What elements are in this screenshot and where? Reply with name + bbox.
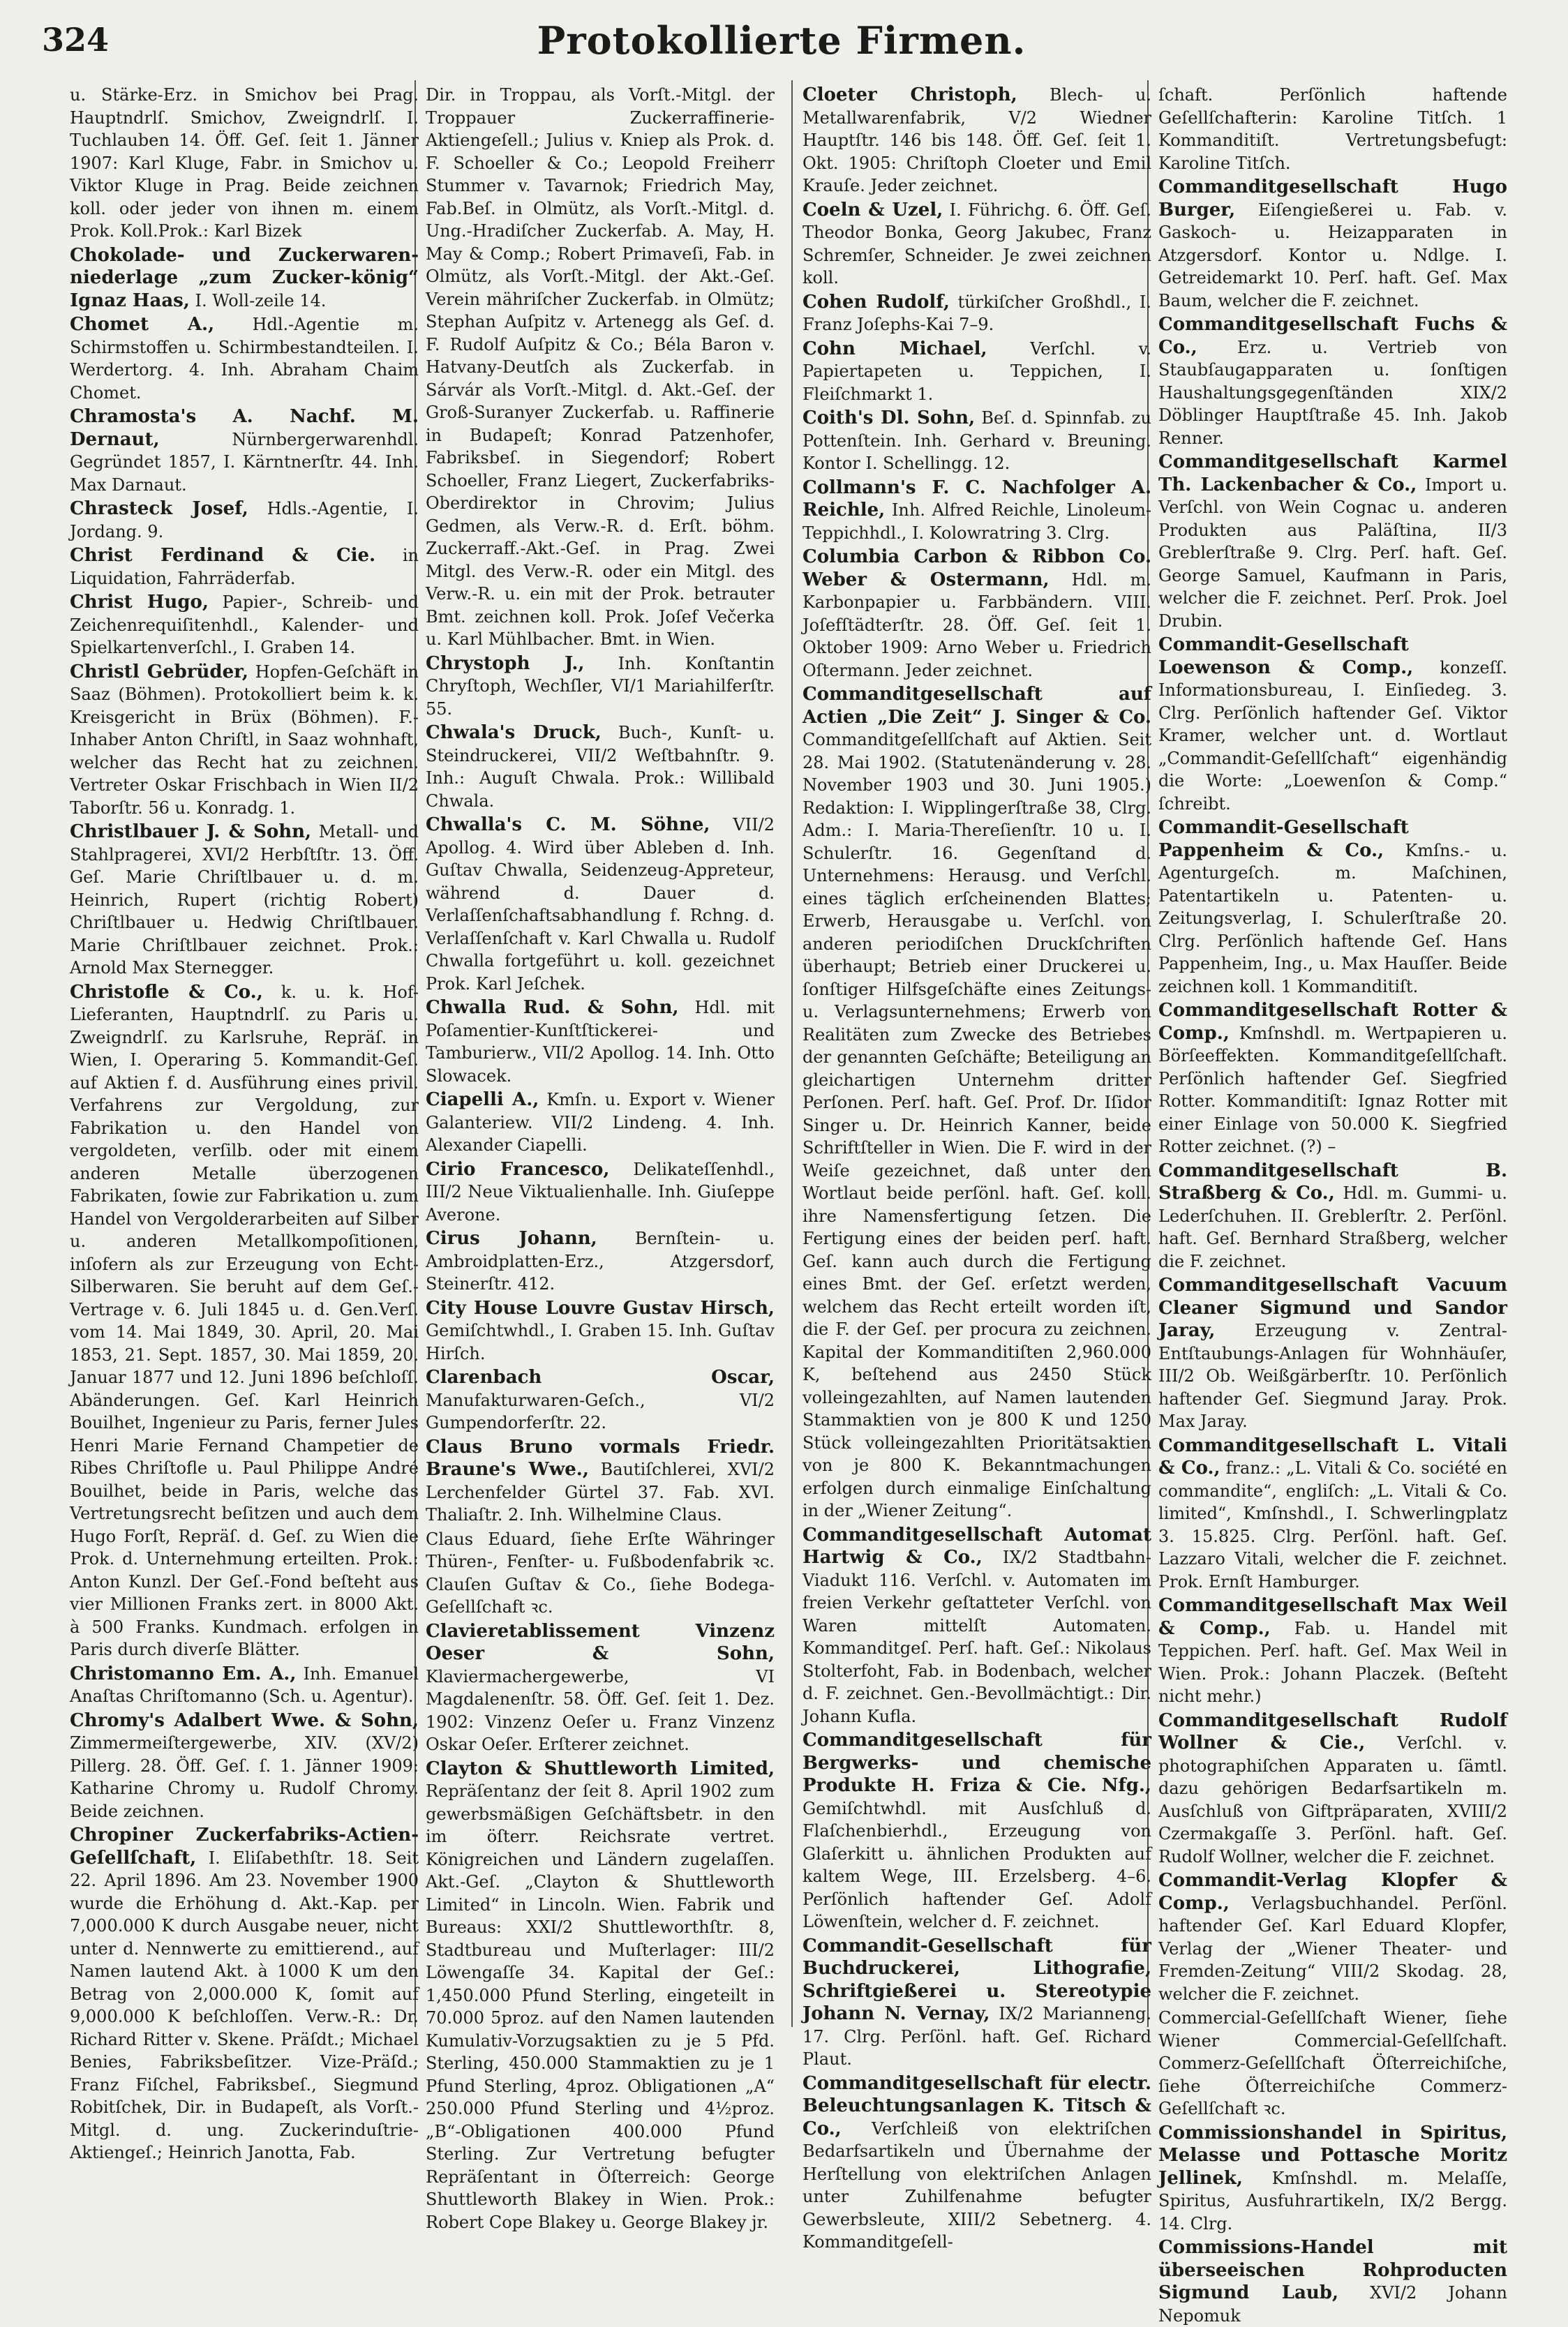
directory-entry xyxy=(426,1758,775,2234)
entry-text: konzeſſ. Informationsbureau, I. Einſiedeg. 3. Clrg. Perſönlich haftender Geſ. Viktor Kramer, welcher unt. d. Wortlaut „Commandit-Geſellſchaft“ eigenhändig die Worte: „Loewenſon & Comp.“ ſchreibt. xyxy=(1158,657,1507,814)
firm-name: Chokolade- und Zuckerwaren-niederlage „zum Zucker-könig“ Ignaz Haas, xyxy=(70,244,419,311)
entry-text: ſchaft. Perſönlich haftende Geſellſchafterin: Karoline Titſch. 1 Kommanditiſt. Vertretungsbefugt: Karoline Titſch. xyxy=(1158,85,1507,173)
entry-text: Hdls.-Agentie, I. Jordang. 9. xyxy=(70,499,419,541)
entry-text: Papier-, Schreib- und Zeichenrequiſitenhdl., Kalender- und Spielkartenverſchl., I. Graben 14. xyxy=(70,592,419,657)
entry-text: Verſchleiß von elektriſchen Bedarfsartikeln und Übernahme der Herſtellung von elektriſchen Anlagen unter Zuhilfenahme befugter Gewerbsleute, XIII/2 Sebetnerg. 4. Kommanditgeſell- xyxy=(802,2118,1151,2252)
directory-entry xyxy=(70,591,419,659)
entry-text: Kmſnshdl. m. Melaſſe, Spiritus, Ausfuhrartikeln, IX/2 Bergg. 14. Clrg. xyxy=(1158,2168,1507,2234)
directory-entry xyxy=(70,405,419,496)
directory-entry xyxy=(1158,634,1507,815)
firm-name: Commanditgesellschaft Automat Hartwig & Co., xyxy=(802,1524,1151,1568)
firm-name: City House Louvre Gustav Hirsch, xyxy=(426,1297,775,1319)
firm-name: Commanditgesellschaft Rudolf Wollner & Cie., xyxy=(1158,1709,1507,1753)
entry-text: in Liquidation, Fahrräderfab. xyxy=(70,546,419,588)
entry-text: Hdl.-Agentie m. Schirmstoffen u. Schirmbestandteilen. I. Werdertorg. 4. Inh. Abraham Chaim Chomet. xyxy=(70,315,419,403)
directory-entry xyxy=(1158,1869,1507,2005)
entry-text: Metall- und Stahlpragerei, XVI/2 Herbſtſtr. 13. Öff. Geſ. Marie Chriſtlbauer u. d. m. Heinrich, Rupert (richtig Robert) Chriſtlbauer u. Hedwig Chriſtlbauer. Marie Chriſtlbauer zeichnet. Prok.: Arnold Max Sternegger. xyxy=(70,822,419,978)
firm-name: Commanditgesellschaft Hugo Burger, xyxy=(1158,177,1507,220)
firm-name: Chrasteck Josef, xyxy=(70,498,248,519)
entry-text: Import u. Verſchl. von Wein Cognac u. anderen Produkten aus Paläſtina, II/3 Greblerſtraße 9. Clrg. Perſ. haft. Geſ. George Samuel, Kaufmann in Paris, welcher die F. zeichnet. Perſ. Prok. Joel Drubin. xyxy=(1158,474,1507,631)
firm-name: Commanditgesellschaft Vacuum Cleaner Sigmund und Sandor Jaray, xyxy=(1158,1275,1507,1341)
entry-text: Claus Eduard, ſiehe Erſte Währinger Thüren-, Fenſter- u. Fußbodenfabrik ꝛc. Clauſen Guſtav & Co., ſiehe Bodega-Geſellſchaft ꝛc. xyxy=(426,1529,775,1617)
firm-name: Commandit-Gesellschaft Pappenheim & Co., xyxy=(1158,817,1409,861)
firm-name: Coeln & Uzel, xyxy=(802,199,943,220)
firm-name: Collmann's F. C. Nachfolger A. Reichle, xyxy=(802,477,1151,521)
entry-text: Inh. Alfred Reichle, Linoleum-Teppichhdl., I. Kolowratring 3. Clrg. xyxy=(802,500,1151,543)
directory-entry xyxy=(70,244,419,313)
firm-name: Coith's Dl. Sohn, xyxy=(802,407,976,428)
entry-text: Kmſnshdl. m. Wertpapieren u. Börſeeffekten. Kommanditgeſellſchaft. Perſönlich haftender Geſ. Siegfried Rotter. Kommanditiſt: Ignaz Rotter mit einer Einlage von 50.000 K. Siegfried Rotter zeichnet. (?) – xyxy=(1158,1023,1507,1156)
entry-text: Bautiſchlerei, XVI/2 Lerchenfelder Gürtel 37. Fab. XVI. Thaliaſtr. 2. Inh. Wilhelmine Claus. xyxy=(426,1460,775,1525)
entry-text: Zimmermeiſtergewerbe, XIV. (XV/2) Pillerg. 28. Öff. Geſ. ſ. 1. Jänner 1909: Katharine Chromy u. Rudolf Chromy. Beide zeichnen. xyxy=(70,1733,419,1821)
directory-entry xyxy=(426,1158,775,1227)
directory-entry xyxy=(426,1297,775,1365)
directory-entry xyxy=(802,84,1151,197)
entry-text: Hopfen-Geſchäft in Saaz (Böhmen). Protokolliert beim k. k. Kreisgericht in Brüx (Böhmen). F.-Inhaber Anton Chriſtl, in Saaz wohnhaft, welcher das Recht hat zu zeichnen. Vertreter Oskar Frischbach in Wien II/2 Taborſtr. 56 u. Konradg. 1. xyxy=(70,661,419,818)
directory-entry xyxy=(802,199,1151,290)
directory-entry xyxy=(70,497,419,543)
directory-entry xyxy=(802,1524,1151,1728)
entry-text: Erz. u. Vertrieb von Staubſaugapparaten u. ſonſtigen Haushaltungsgegenſtänden XIX/2 Döblinger Hauptſtraße 45. Inh. Jakob Renner. xyxy=(1158,337,1507,448)
firm-name: Christ Hugo, xyxy=(70,592,209,613)
directory-entry xyxy=(426,1088,775,1157)
directory-entry xyxy=(802,291,1151,336)
directory-entry xyxy=(426,84,775,651)
directory-entry xyxy=(426,996,775,1087)
directory-entry xyxy=(1158,816,1507,998)
directory-entry xyxy=(1158,1274,1507,1433)
page-header xyxy=(42,15,1521,71)
directory-entry xyxy=(1158,1435,1507,1594)
entry-text: Hdl. m. Karbonpapier u. Farbbändern. VIII. Joſefſtädterſtr. 28. Öff. Geſ. ſeit 1. Oktober 1909: Arno Weber u. Friedrich Oſtermann. Jeder zeichnet. xyxy=(802,569,1151,680)
firm-name: Chwalla's C. M. Söhne, xyxy=(426,814,710,835)
directory-entry xyxy=(1158,1594,1507,1708)
firm-name: Chramosta's A. Nachf. M. Dernaut, xyxy=(70,406,419,450)
firm-name: Christomanno Em. A., xyxy=(70,1663,297,1684)
page-number: 324 xyxy=(42,21,110,59)
firm-name: Chomet A., xyxy=(70,314,215,335)
entry-text: Beſ. d. Spinnfab. zu Pottenſtein. Inh. Gerhard v. Breuning. Kontor I. Schellingg. 12. xyxy=(802,408,1151,473)
directory-entry xyxy=(1158,2236,1507,2327)
directory-entry xyxy=(70,1824,419,2164)
firm-name: Chropiner Zuckerfabriks-Actien-Geſellſchaft, xyxy=(70,1825,419,1869)
entry-text: Commercial-Geſellſchaft Wiener, ſiehe Wiener Commercial-Geſellſchaft. Commerz-Geſellſchaft Öſterreichiſche, ſiehe Öſterreichiſche Commerz-Geſellſchaft ꝛc. xyxy=(1158,2008,1507,2118)
entry-text: I. Eliſabethſtr. 18. Seit 22. April 1896. Am 23. November 1900 wurde die Erhöhung d. Akt.-Kap. per 7,000.000 K durch Ausgabe neuer, nicht unter d. Nennwerte zu emittierend., auf Namen lautend Akt. à 1000 K um den Betrag von 2,000.000 K, ſomit auf 9,000.000 K beſchloſſen. Verw.-R.: Dr. Richard Ritter v. Skene. Präſdt.; Michael Benies, Fabriksbeſitzer. Vize-Präſd.; Franz Fiſchel, Fabriksbeſ., Siegmund Robitſchek, Dir. in Budapeſt, als Vorſt.-Mitgl. d. ung. Zuckerinduſtrie-Aktiengeſ.; Heinrich Janotta, Fab. xyxy=(70,1848,419,2162)
entry-text: Manufakturwaren-Geſch., VI/2 Gumpendorferſtr. 22. xyxy=(426,1390,775,1432)
firm-name: Cohn Michael, xyxy=(802,338,987,359)
directory-entry xyxy=(426,1366,775,1435)
directory-entry xyxy=(1158,999,1507,1158)
firm-name: Ciapelli A., xyxy=(426,1089,539,1110)
entry-text: VII/2 Apollog. 4. Wird über Ableben d. Inh. Guſtav Chwalla, Seidenzeug-Appreteur, während d. Dauer d. Verlaſſenſchaftsabhandlung f. Rchng. d. Verlaſſenſchaft v. Karl Chwalla u. Rudolf Chwalla fortgeführt u. koll. gezeichnet Prok. Karl Jeſchek. xyxy=(426,815,775,994)
entry-text: Blech- u. Metallwarenfabrik, V/2 Wiedner Hauptſtr. 146 bis 148. Öff. Geſ. ſeit 1. Okt. 1905: Chriſtoph Cloeter und Emil Krauſe. Jeder zeichnet. xyxy=(802,85,1151,195)
directory-entry xyxy=(1158,2122,1507,2236)
directory-entry xyxy=(426,652,775,721)
firm-name: Commanditgesellschaft für electr. Beleuchtungsanlagen K. Titsch & Co., xyxy=(802,2072,1151,2139)
entry-text: Kmſn. u. Export v. Wiener Galanteriew. VII/2 Lindeng. 4. Inh. Alexander Ciapelli. xyxy=(426,1090,775,1155)
firm-name: Christlbauer J. & Sohn, xyxy=(70,821,312,842)
entry-text: Hdl. mit Poſamentier-Kunſtſtickerei- und Tamburierw., VII/2 Apollog. 14. Inh. Otto Slowacek. xyxy=(426,998,775,1086)
entry-text: I. Woll-zeile 14. xyxy=(195,290,327,310)
firm-name: Commanditgesellschaft L. Vitali & Co., xyxy=(1158,1435,1507,1479)
column-3 xyxy=(802,84,1151,2252)
entry-text: Verſchl. v. photographiſchen Apparaten u. ſämtl. dazu gehörigen Bedarfsartikeln m. Ausſchluß von Giftpräparaten, XVIII/2 Czermakgaſſe 3. Perſönl. haft. Geſ. Rudolf Wollner, welcher die F. zeichnet. xyxy=(1158,1733,1507,1866)
directory-entry xyxy=(70,1709,419,1823)
directory-entry xyxy=(1158,1160,1507,1273)
entry-text: Kmſns.- u. Agenturgeſch. m. Maſchinen, Patentartikeln u. Patenten- u. Zeitungsverlag, I. Schulerſtraße 20. Clrg. Perſönlich haftende Geſ. Hans Pappenheim, Ing., u. Max Hauſſer. Beide zeichnen koll. 1 Kommanditiſt. xyxy=(1158,840,1507,996)
firm-name: Commandit-Gesellschaft Loewenson & Comp., xyxy=(1158,634,1414,678)
firm-name: Chwala's Druck, xyxy=(426,722,602,743)
entry-text: Dir. in Troppau, als Vorſt.-Mitgl. der Troppauer Zuckerraffinerie-Aktiengeſell.; Julius v. Kniep als Prok. d. F. Schoeller & Co.; Leopold Freiherr Stummer v. Tavarnok; Friedrich May, Fab.Beſ. in Olmütz, als Vorſt.-Mitgl. d. Ung.-Hradiſcher Zuckerfab. A. May, H. May & Comp.; Robert Primaveſi, Fab. in Olmütz, als Vorſt.-Mitgl. der Akt.-Geſ. Verein mähriſcher Zuckerfab. in Olmütz; Stephan Auſpitz v. Artenegg als Geſ. d. F. Rudolf Auſpitz & Co.; Béla Baron v. Hatvany-Deutſch als Zuckerfab. in Sárvár als Vorſt.-Mitgl. d. Akt.-Geſ. der Groß-Suranyer Zuckerfab. u. Raffinerie in Budapeſt; Konrad Patzenhofer, Fabriksbeſ. in Siegendorf; Robert Schoeller, Franz Liegert, Zuckerfabriks-Oberdirektor in Chrovim; Julius Gedmen, als Verw.-R. d. Erſt. böhm. Zuckerraff.-Akt.-Geſ. in Prag. Zwei Mitgl. des Verw.-R. oder ein Mitgl. des Verw.-R. u. ein mit der Prok. betrauter Bmt. zeichnen koll. Prok. Joſef Večerka u. Karl Mühlbacher. Bmt. in Wien. xyxy=(426,85,775,649)
firm-name: Chromy's Adalbert Wwe. & Sohn, xyxy=(70,1709,419,1731)
entry-text: Hdl. m. Gummi- u. Lederſchuhen. II. Greblerſtr. 2. Perſönl. haft. Geſ. Bernhard Straßberg, welcher die F. zeichnet. xyxy=(1158,1183,1508,1271)
column-2 xyxy=(426,84,775,2232)
firm-name: Commanditgesellschaft Max Weil & Comp., xyxy=(1158,1595,1507,1639)
column-1 xyxy=(70,84,419,2162)
directory-entry xyxy=(426,814,775,995)
directory-entry xyxy=(426,1620,775,1756)
firm-name: Clarenbach Oscar, xyxy=(426,1367,775,1388)
directory-entry xyxy=(802,477,1151,545)
firm-name: Chwalla Rud. & Sohn, xyxy=(426,997,679,1018)
entry-text: Verlagsbuchhandel. Perſönl. haftender Geſ. Karl Eduard Klopfer, Verlag der „Wiener Theater- und Fremden-Zeitung“ VIII/2 Skodag. 28, welcher die F. zeichnet. xyxy=(1158,1893,1507,2004)
entry-text: IX/2 Mariannеng. 17. Clrg. Perſönl. haft. Geſ. Richard Plaut. xyxy=(802,2004,1151,2069)
firm-name: Chrystoph J., xyxy=(426,652,585,674)
directory-entry xyxy=(70,981,419,1661)
entry-text: türkiſcher Großhdl., I. Franz Joſephs-Kai 7–9. xyxy=(802,292,1151,334)
directory-entry xyxy=(70,313,419,404)
directory-entry xyxy=(802,338,1151,406)
entry-text: Eiſengießerei u. Fab. v. Gaskoch- u. Heizapparaten in Atzgersdorf. Kontor u. Ndlge. I. Getreidemarkt 10. Perſ. haft. Geſ. Max Baum, welcher die F. zeichnet. xyxy=(1158,200,1507,310)
entry-text: Inh. Emanuel Anaſtas Chriſtomanno (Sch. u. Agentur). xyxy=(70,1663,419,1706)
directory-entry xyxy=(1158,84,1507,174)
directory-entry xyxy=(802,407,1151,475)
directory-entry xyxy=(802,1935,1151,2071)
firm-name: Commanditgesellschaft für Bergwerks- und chemische Produkte H. Friza & Cie. Nfg., xyxy=(802,1730,1151,1796)
entry-text: Inh. Konſtantin Chryſtoph, Wechſler, VI/1 Mariahilferſtr. 55. xyxy=(426,653,775,719)
entry-text: I. Führichg. 6. Öff. Geſ. Theodor Bonka, Georg Jakubec, Franz Schremſer, Schneider. Je zwei zeichnen koll. xyxy=(802,200,1151,287)
entry-text: Bernſtein- u. Ambroidplatten-Erz., Atzgersdorf, Steinerſtr. 412. xyxy=(426,1229,775,1294)
entry-text: Nürnbergerwarenhdl. Gegründet 1857, I. Kärntnerſtr. 44. Inh. Max Darnaut. xyxy=(70,429,419,495)
directory-entry xyxy=(1158,1709,1507,1869)
firm-name: Christofle & Co., xyxy=(70,981,263,1003)
firm-name: Commandit-Gesellschaft für Buchdruckerei, Lithografie, Schriftgießerei u. Stereotypie Johann N. Vernay, xyxy=(802,1935,1151,2024)
directory-entry xyxy=(1158,313,1507,449)
directory-entry xyxy=(1158,451,1507,632)
firm-name: Cloeter Christoph, xyxy=(802,84,1017,105)
directory-entry xyxy=(426,1436,775,1527)
directory-entry xyxy=(70,821,419,980)
entry-text: Erzeugung v. Zentral-Entſtaubungs-Anlagen für Wohnhäuſer, III/2 Ob. Weißgärberſtr. 10. Perſönlich haftender Geſ. Siegmund Jaray. Prok. Max Jaray. xyxy=(1158,1321,1507,1431)
entry-text: Verſchl. v. Papiertapeten u. Teppichen, I. Fleiſchmarkt 1. xyxy=(802,338,1151,404)
firm-name: Cohen Rudolf, xyxy=(802,291,950,313)
directory-entry xyxy=(802,2072,1151,2254)
entry-text: Gemiſchtwhdl., I. Graben 15. Inh. Guſtav Hirſch. xyxy=(426,1321,775,1363)
firm-name: Commissionshandel in Spiritus, Melasse und Pottasche Moritz Jellinek, xyxy=(1158,2122,1507,2189)
entry-text: Klaviermachergewerbe, VI Magdalenenſtr. 58. Öff. Geſ. ſeit 1. Dez. 1902: Vinzenz Oeſer u. Franz Vinzenz Oskar Oeſer. Erſterer zeichnet. xyxy=(426,1666,775,1754)
entry-text: Gemiſchtwhdl. mit Ausſchluß d. Flaſchenbierhdl., Erzeugung von Glaſerkitt u. ähnlichen Produkten auf kaltem Wege, III. Erzelsberg. 4–6. Perſönlich haftender Geſ. Adolf Löwenſtein, welcher d. F. zeichnet. xyxy=(802,1798,1151,1931)
entry-text: Buch-, Kunſt- u. Steindruckerei, VII/2 Weſtbahnſtr. 9. Inh.: Auguſt Chwala. Prok.: Willibald Chwala. xyxy=(426,723,775,811)
column-divider xyxy=(791,80,793,2027)
firm-name: Commanditgesellschaft Rotter & Comp., xyxy=(1158,1000,1507,1044)
column-4 xyxy=(1158,84,1508,2326)
entry-text: Repräſentanz der ſeit 8. April 1902 zum gewerbsmäßigen Geſchäftsbetr. in den im öſterr. Reichsrate vertret. Königreichen und Ländern zugelaſſen. Akt.-Geſ. „Clayton & Shuttleworth Limited“ in Lincoln. Wien. Fabrik und Bureaus: XXI/2 Shuttleworthſtr. 8, Stadtbureau und Muſterlager: III/2 Löwengaſſe 34. Kapital der Geſ.: 1,450.000 Pfund Sterling, eingeteilt in 70.000 5proz. auf den Namen lautenden Kumulativ-Vorzugsaktien zu je 5 Pfd. Sterling, 450.000 Stammaktien zu je 1 Pfund Sterling, 4proz. Obligationen „A“ 250.000 Pfund Sterling und 4½proz. „B“-Obligationen 400.000 Pfund Sterling. Zur Vertretung befugter Repräſentant in Öſterreich: George Shuttleworth Blakey in Wien. Prok.: Robert Cope Blakey u. George Blakey jr. xyxy=(426,1781,775,2232)
entry-text: u. Stärke-Erz. in Smichov bei Prag. Hauptndrlſ. Smichov, Zweigndrlſ. I. Tuchlauben 14. Öff. Geſ. ſeit 1. Jänner 1907: Karl Kluge, Fabr. in Smichov u. Viktor Kluge in Prag. Beide zeichnen koll. oder jeder von ihnen m. einem Prok. Koll.Prok.: Karl Bizek xyxy=(70,85,419,241)
directory-entry xyxy=(426,721,775,812)
firm-name: Commanditgesellschaft Karmel Th. Lackenbacher & Co., xyxy=(1158,451,1507,495)
directory-entry xyxy=(70,661,419,820)
firm-name: Christ Ferdinand & Cie. xyxy=(70,545,376,566)
directory-entry xyxy=(1158,2007,1507,2120)
directory-entry xyxy=(70,84,419,243)
firm-name: Claus Bruno vormals Friedr. Braune's Wwe., xyxy=(426,1436,775,1480)
entry-text: k. u. k. Hof-Lieferanten, Hauptndrlſ. zu Paris u. Zweigndrlſ. zu Karlsruhe, Repräſ. in Wien, I. Operaring 5. Kommandit-Geſ. auf Aktien f. d. Ausführung eines privil. Verfahrens zur Vergoldung, zur Fabrikation u. den Handel von vergoldeten, verſilb. oder mit einem anderen Metalle überzogenen Fabrikaten, ſowie zur Fabrikation u. zum Handel von Vergolderarbeiten auf Silber u. anderen Metallkompoſitionen, inſofern als zur Erzeugung von Echt-Silberwaren. Sie beruht auf dem Geſ.-Vertrage v. 6. Juli 1845 u. d. Gen.Verſ. vom 14. Mai 1849, 30. April, 20. Mai 1853, 21. Sept. 1857, 30. Mai 1859, 20. Januar 1877 und 12. Juni 1896 beſchloſſ. Abänderungen. Geſ. Karl Heinrich Bouilhet, Ingenieur zu Paris, ferner Jules Henri Marie Fernand Champetier de Ribes Chriſtofle u. Paul Philippe André Bouilhet, beide in Paris, welche das Vertretungsrecht beſitzen und auch dem Hugo Forſt, Repräſ. d. Geſ. zu Wien die Prok. d. Unternehmung erteilten. Prok.: Anton Kunzl. Der Geſ.-Fond beſteht aus vier Millionen Franks zert. in 8000 Akt. à 500 Franks. Kundmach. erfolgen in Paris durch diverſe Blätter. xyxy=(70,982,419,1659)
directory-entry xyxy=(70,544,419,590)
directory-entry xyxy=(802,546,1151,682)
firm-name: Cirio Francesco, xyxy=(426,1158,610,1180)
directory-entry xyxy=(802,1729,1151,1933)
entry-text: IX/2 Stadtbahn-Viadukt 116. Verſchl. v. Automaten im freien Verkehr geſtatteter Verſchl. von Waren mittelſt Automaten. Kommanditgeſ. Perſ. haft. Geſ.: Nikolaus Stolterfoht, Fab. in Bodenbach, welcher d. F. zeichnet. Gen.-Bevollmächtigt.: Dir. Johann Kufla. xyxy=(802,1548,1151,1726)
directory-entry xyxy=(426,1528,775,1619)
firm-name: Commanditgesellschaft auf Actien „Die Zeit“ J. Singer & Co. xyxy=(802,684,1151,728)
entry-text: Fab. u. Handel mit Teppichen. Perſ. haft. Geſ. Max Weil in Wien. Prok.: Johann Placzek. (Beſteht nicht mehr.) xyxy=(1158,1618,1507,1706)
entry-text: franz.: „L. Vitali & Co. société en commandite“, engliſch: „L. Vitali & Co. limited“, Kmſnshdl., I. Schwerlingplatz 3. 15.825. Clrg. Perſönl. haft. Geſ. Lazzaro Vitali, welcher die F. zeichnet. Prok. Ernſt Hamburger. xyxy=(1158,1458,1507,1592)
entry-text: XVI/2 Johann Nepomuk xyxy=(1158,2283,1507,2326)
entry-text: Delikateſſenhdl., III/2 Neue Viktualienhalle. Inh. Giuſeppe Averone. xyxy=(426,1159,775,1225)
entry-text: Commanditgeſellſchaft auf Aktien. Seit 28. Mai 1902. (Statutenänderung v. 28. November 1903 und 30. Juni 1905.) Redaktion: I. Wipplingerſtraße 38, Clrg. Adm.: I. Maria-Thereſienſtr. 10 u. I. Schulerſtr. 16. Gegenſtand d. Unternehmens: Herausg. und Verſchl. eines täglich erſcheinenden Blattes; Erwerb, Herausgabe u. Verſchl. von anderen periodiſchen Druckſchriften überhaupt; Betrieb einer Druckerei u. ſonſtiger Hilfsgeſchäfte eines Zeitungs- u. Verlagsunternehmens; Erwerb von Realitäten zum Zwecke des Betriebes der genannten Geſchäfte; Beteiligung an gleichartigen Unternehm dritter Perſonen. Perſ. haft. Geſ. Prof. Dr. Iſidor Singer u. Dr. Heinrich Kanner, beide Schriftſteller in Wien. Die F. wird in der Weiſe gezeichnet, daß unter den Wortlaut beide perſönl. haft. Geſ. koll. ihre Namensfertigung ſetzen. Die Fertigung eines der beiden perſ. haft. Geſ. kann auch durch die Fertigung eines Bmt. der Geſ. erſetzt werden, welchem das Recht erteilt worden iſt, die F. der Geſ. per procura zu zeichnen. Kapital der Kommanditiſten 2,960.000 K, beſtehend aus 2450 Stück volleingezahlten, auf Namen lautenden Stammaktien von je 800 K und 1250 Stück volleingezahlten Prioritätsaktien von je 800 K. Bekanntmachungen erfolgen durch einmalige Einſchaltung in der „Wiener Zeitung“. xyxy=(802,730,1151,1520)
firm-name: Columbia Carbon & Ribbon Co. Weber & Ostermann, xyxy=(802,546,1151,590)
firm-name: Commanditgesellschaft B. Straßberg & Co., xyxy=(1158,1160,1507,1204)
directory-entry xyxy=(802,683,1151,1522)
firm-name: Claviеretablissement Vinzenz Oeser & Sohn, xyxy=(426,1620,775,1664)
directory-entry xyxy=(426,1227,775,1296)
firm-name: Clayton & Shuttleworth Limited, xyxy=(426,1758,775,1779)
firm-name: Cirus Johann, xyxy=(426,1228,597,1249)
directory-entry xyxy=(70,1663,419,1708)
firm-name: Commandit-Verlag Klopfer & Comp., xyxy=(1158,1870,1507,1914)
firm-name: Commissions-Handel mit überseeischen Rohproducten Sigmund Laub, xyxy=(1158,2237,1507,2303)
firm-name: Christl Gebrüder, xyxy=(70,661,248,682)
page-title: Protokollierte Firmen. xyxy=(537,18,1026,63)
firm-name: Commanditgesellschaft Fuchs & Co., xyxy=(1158,314,1507,358)
directory-entry xyxy=(1158,176,1507,312)
